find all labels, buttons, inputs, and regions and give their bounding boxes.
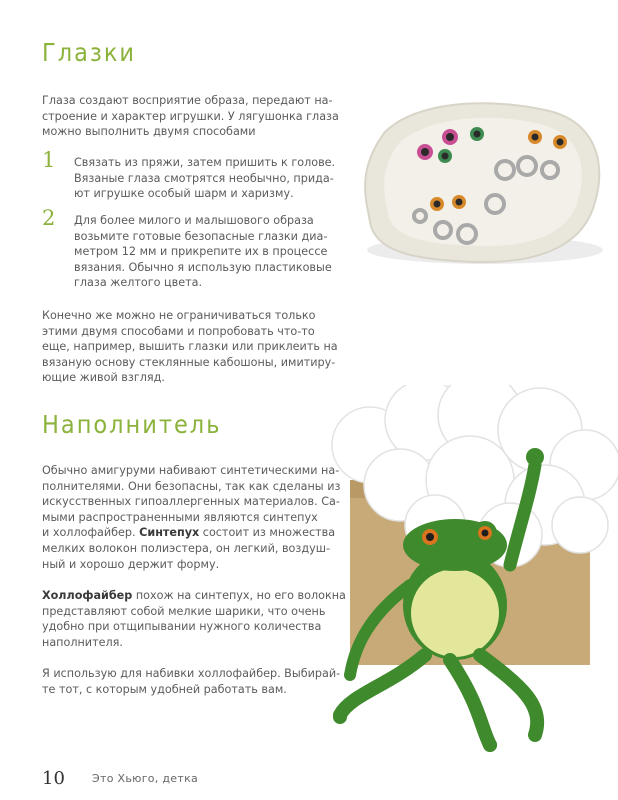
list-item-2: Для более милого и малышового образа возьмите готовые безопасные глазки диа- метром 12 мм и прикрепите их в процессе вязания. Обычно я использую пластиковые глаза желтого цвета. — [74, 214, 332, 290]
stuffing-paragraph-1: Обычно амигуруми набивают синтетическими на- полнителями. Они безопасны, так как сделаны из искусственных гипоаллергенных материалов. Са- мыми распространенными являются синтепух и холлофайбер. Синтепух состоит из множества мелких волокон полиэстера, он легкий, воздуш- ный и хорошо держит форму. — [42, 464, 341, 571]
eyes-intro: Глаза создают восприятие образа, передают на- строение и характер игрушки. У лягушонка глаза можно выполнить двумя способами — [42, 94, 339, 139]
term-sintepuh: Синтепух — [139, 526, 200, 540]
stuffing-paragraph-2: Холлофайбер похож на синтепух, но его волокна представляют собой мелкие шарики, что очень удобно при отщипывании нужного количества наполнителя. — [42, 589, 346, 649]
safety-eyes-plate-photo — [345, 92, 607, 274]
list-number-2: 2 — [42, 206, 56, 230]
list-item-1: Связать из пряжи, затем пришить к голове. Вязаные глаза смотрятся необычно, прида- ют игрушке особый шарм и харизму. — [74, 156, 336, 201]
list-number-1: 1 — [42, 148, 56, 172]
book-title: Это Хьюго, детка — [92, 772, 199, 785]
term-hollofiber: Холлофайбер — [42, 589, 133, 602]
eyes-outro: Конечно же можно не ограничиваться только этими двумя способами и попробовать что-то еще, например, вышить глазки или приклеить на вязаную основу стеклянные кабошоны, имитиру- ющие живой взгляд. — [42, 309, 338, 385]
section-title-stuffing: Наполнитель — [42, 410, 222, 439]
frog-with-stuffing-photo — [330, 385, 618, 755]
page-number: 10 — [42, 768, 65, 789]
section-title-eyes: Глазки — [42, 38, 137, 67]
stuffing-paragraph-3: Я использую для набивки холлофайбер. Выбирай- те тот, с которым удобней работать вам. — [42, 667, 341, 696]
